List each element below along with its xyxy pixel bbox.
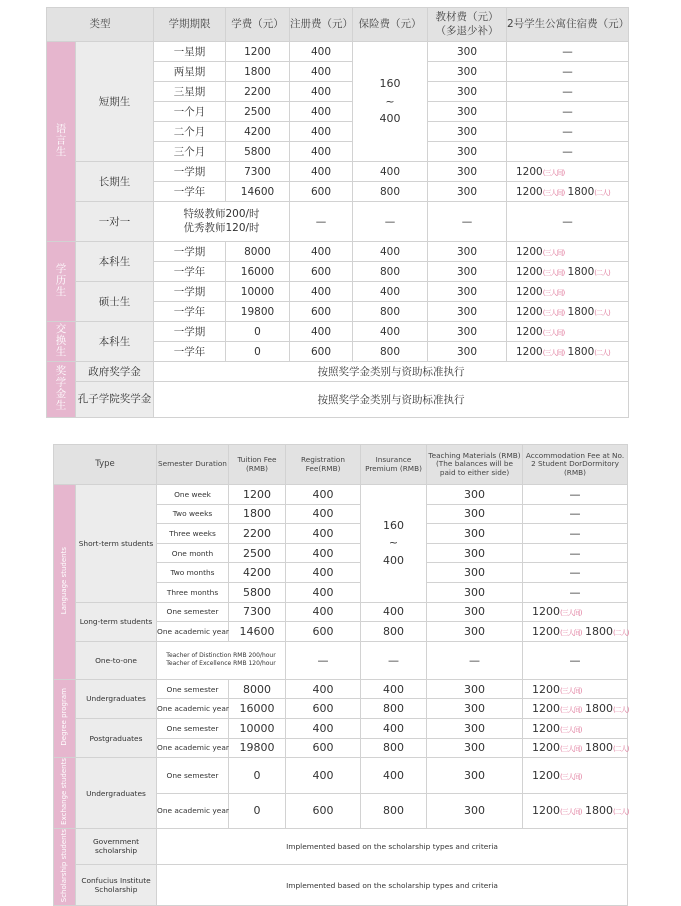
- duration-cell: 一个月: [154, 102, 226, 122]
- materials-cell: 300: [427, 485, 523, 505]
- type-master: 硕士生: [76, 282, 154, 322]
- materials-cell: —: [427, 641, 523, 679]
- accommodation-cell: —: [523, 524, 628, 544]
- materials-cell: 300: [428, 342, 507, 362]
- tuition-cell: 0: [229, 758, 286, 793]
- tuition-cell: 8000: [229, 679, 286, 699]
- duration-cell: 一学年: [154, 342, 226, 362]
- registration-cell: 400: [290, 282, 353, 302]
- registration-cell: 400: [286, 524, 361, 544]
- duration-cell: One academic year: [157, 699, 229, 719]
- duration-cell: 一学年: [154, 262, 226, 282]
- accommodation-cell: —: [507, 142, 629, 162]
- type-short-term: Short-term students: [76, 485, 157, 603]
- materials-cell: 300: [428, 102, 507, 122]
- materials-cell: 300: [428, 322, 507, 342]
- insurance-cell: —: [353, 202, 428, 242]
- insurance-cell: 400: [361, 718, 427, 738]
- accommodation-cell: —: [523, 485, 628, 505]
- insurance-cell: 400: [353, 242, 428, 262]
- materials-cell: 300: [427, 718, 523, 738]
- tuition-cell: 19800: [229, 738, 286, 758]
- accommodation-cell: —: [523, 504, 628, 524]
- insurance-cell: 800: [361, 738, 427, 758]
- tuition-cell: 16000: [226, 262, 290, 282]
- registration-cell: 400: [286, 758, 361, 793]
- insurance-cell: 400: [353, 322, 428, 342]
- accommodation-cell: 1200(三人间): [507, 162, 629, 182]
- duration-cell: 一学年: [154, 302, 226, 322]
- registration-cell: 400: [286, 485, 361, 505]
- fee-table-english: [53, 444, 628, 906]
- insurance-cell: 400: [361, 679, 427, 699]
- table-row: [47, 362, 629, 382]
- duration-cell: One academic year: [157, 793, 229, 828]
- accommodation-cell: —: [507, 82, 629, 102]
- table-row: [47, 382, 629, 418]
- duration-cell: 一学期: [154, 242, 226, 262]
- registration-cell: 400: [286, 563, 361, 583]
- tuition-cell: 2200: [226, 82, 290, 102]
- duration-cell: 二个月: [154, 122, 226, 142]
- insurance-cell: 800: [353, 182, 428, 202]
- header-type: 类型: [47, 8, 154, 42]
- materials-cell: 300: [427, 738, 523, 758]
- type-ci-scholarship: Confucius Institute Scholarship: [76, 864, 157, 905]
- accommodation-cell: 1200(三人间): [507, 322, 629, 342]
- type-undergrad: 本科生: [76, 242, 154, 282]
- tuition-cell: 2500: [229, 543, 286, 563]
- category-scholarship: Scholarship students: [59, 828, 68, 903]
- registration-cell: 400: [286, 543, 361, 563]
- tuition-cell: 2200: [229, 524, 286, 544]
- table-row: [54, 679, 628, 699]
- duration-cell: 三星期: [154, 82, 226, 102]
- accommodation-cell: 1200(三人间) 1800(二人): [507, 302, 629, 322]
- accommodation-cell: 1200(三人间) 1800(二人): [507, 342, 629, 362]
- type-ci-scholarship: 孔子学院奖学金: [76, 382, 154, 418]
- duration-cell: One semester: [157, 602, 229, 622]
- scholarship-note: 按照奖学金类别与资助标准执行: [154, 362, 629, 382]
- one-to-one-fee: Teacher of Distinction RMB 200/hour Teacher of Excellence RMB 120/hour: [157, 641, 286, 679]
- tuition-cell: 2500: [226, 102, 290, 122]
- accommodation-cell: 1200(三人间): [523, 718, 628, 738]
- accommodation-cell: 1200(三人间) 1800(二人): [523, 738, 628, 758]
- table-row: [47, 242, 629, 262]
- materials-cell: 300: [427, 679, 523, 699]
- type-long-term: Long-term students: [76, 602, 157, 641]
- table-row: [54, 718, 628, 738]
- registration-cell: 400: [290, 62, 353, 82]
- registration-cell: 600: [286, 622, 361, 642]
- duration-cell: One academic year: [157, 738, 229, 758]
- duration-cell: One academic year: [157, 622, 229, 642]
- table-row: [54, 485, 628, 505]
- materials-cell: 300: [428, 242, 507, 262]
- tuition-cell: 8000: [226, 242, 290, 262]
- registration-cell: 600: [286, 738, 361, 758]
- accommodation-cell: —: [523, 543, 628, 563]
- registration-cell: 400: [290, 102, 353, 122]
- insurance-cell: 800: [361, 793, 427, 828]
- registration-cell: 600: [290, 262, 353, 282]
- category-exchange: Exchange students: [59, 758, 68, 825]
- accommodation-cell: 1200(三人间): [523, 679, 628, 699]
- duration-cell: Three months: [157, 582, 229, 602]
- accommodation-cell: —: [523, 563, 628, 583]
- header-accommodation: 2号学生公寓住宿费（元）: [507, 8, 629, 42]
- tuition-cell: 0: [226, 322, 290, 342]
- category-language: 语言生: [54, 122, 67, 158]
- materials-cell: 300: [427, 602, 523, 622]
- accommodation-cell: 1200(三人间): [523, 602, 628, 622]
- header-accommodation: Accommodation Fee at No. 2 Student DorDormitory (RMB): [523, 445, 628, 485]
- materials-cell: —: [428, 202, 507, 242]
- duration-cell: 三个月: [154, 142, 226, 162]
- header-duration: 学期期限: [154, 8, 226, 42]
- registration-cell: 600: [290, 342, 353, 362]
- insurance-cell: 800: [361, 699, 427, 719]
- registration-cell: 400: [286, 602, 361, 622]
- table-row: [47, 202, 629, 242]
- materials-cell: 300: [427, 582, 523, 602]
- insurance-cell: 400: [353, 162, 428, 182]
- header-registration: 注册费（元）: [290, 8, 353, 42]
- accommodation-cell: —: [523, 582, 628, 602]
- tuition-cell: 14600: [226, 182, 290, 202]
- materials-cell: 300: [427, 524, 523, 544]
- materials-cell: 300: [428, 82, 507, 102]
- category-degree: 学历生: [54, 262, 67, 298]
- tuition-cell: 7300: [229, 602, 286, 622]
- materials-cell: 300: [427, 543, 523, 563]
- accommodation-cell: 1200(三人间) 1800(二人): [523, 622, 628, 642]
- header-type: Type: [54, 445, 157, 485]
- materials-cell: 300: [428, 142, 507, 162]
- accommodation-cell: —: [507, 42, 629, 62]
- tuition-cell: 1800: [226, 62, 290, 82]
- header-tuition: 学费（元）: [226, 8, 290, 42]
- table-row: [47, 162, 629, 182]
- header-registration: Registration Fee(RMB): [286, 445, 361, 485]
- table-row: [54, 602, 628, 622]
- accommodation-cell: 1200(三人间) 1800(二人): [523, 699, 628, 719]
- accommodation-cell: 1200(三人间): [523, 758, 628, 793]
- scholarship-note: 按照奖学金类别与资助标准执行: [154, 382, 629, 418]
- insurance-cell: 400: [353, 282, 428, 302]
- duration-cell: 一星期: [154, 42, 226, 62]
- insurance-cell: 800: [361, 622, 427, 642]
- duration-cell: One semester: [157, 758, 229, 793]
- tuition-cell: 16000: [229, 699, 286, 719]
- materials-cell: 300: [428, 302, 507, 322]
- materials-cell: 300: [428, 122, 507, 142]
- registration-cell: 400: [290, 142, 353, 162]
- duration-cell: 一学年: [154, 182, 226, 202]
- type-gov-scholarship: 政府奖学金: [76, 362, 154, 382]
- duration-cell: One semester: [157, 679, 229, 699]
- tuition-cell: 4200: [226, 122, 290, 142]
- tuition-cell: 0: [229, 793, 286, 828]
- registration-cell: 400: [290, 122, 353, 142]
- accommodation-cell: 1200(三人间): [507, 242, 629, 262]
- duration-cell: Two months: [157, 563, 229, 583]
- accommodation-cell: —: [507, 122, 629, 142]
- insurance-cell: 800: [353, 262, 428, 282]
- duration-cell: One month: [157, 543, 229, 563]
- accommodation-cell: —: [507, 102, 629, 122]
- header-materials: Teaching Materials (RMB) (The balances will be paid to either side): [427, 445, 523, 485]
- registration-cell: 400: [290, 242, 353, 262]
- duration-cell: 一学期: [154, 162, 226, 182]
- materials-cell: 300: [427, 504, 523, 524]
- tuition-cell: 1200: [229, 485, 286, 505]
- insurance-cell: 800: [353, 302, 428, 322]
- registration-cell: 400: [290, 82, 353, 102]
- materials-cell: 300: [427, 758, 523, 793]
- accommodation-cell: 1200(三人间) 1800(二人): [523, 793, 628, 828]
- table-row: [54, 828, 628, 864]
- registration-cell: —: [286, 641, 361, 679]
- materials-cell: 300: [427, 563, 523, 583]
- category-scholarship: 奖学金生: [54, 365, 67, 411]
- scholarship-note: Implemented based on the scholarship types and criteria: [157, 828, 628, 864]
- materials-cell: 300: [428, 262, 507, 282]
- category-language: Language students: [59, 546, 68, 614]
- materials-cell: 300: [428, 162, 507, 182]
- table-row: [54, 758, 628, 793]
- tuition-cell: 0: [226, 342, 290, 362]
- header-row: [54, 445, 628, 485]
- tuition-cell: 14600: [229, 622, 286, 642]
- header-materials: 教材费（元）（多退少补）: [428, 8, 507, 42]
- duration-cell: Three weeks: [157, 524, 229, 544]
- category-degree: Degree program: [59, 688, 68, 746]
- insurance-short-term: 160 ~ 400: [361, 485, 427, 603]
- materials-cell: 300: [427, 793, 523, 828]
- type-exchange-undergrad: Undergraduates: [76, 758, 157, 829]
- category-exchange: 交换生: [54, 322, 67, 358]
- header-insurance: Insurance Premium (RMB): [361, 445, 427, 485]
- registration-cell: 400: [286, 718, 361, 738]
- registration-cell: 400: [290, 162, 353, 182]
- registration-cell: 400: [290, 322, 353, 342]
- tuition-cell: 1800: [229, 504, 286, 524]
- header-duration: Semester Duration: [157, 445, 229, 485]
- registration-cell: 600: [290, 302, 353, 322]
- type-long-term: 长期生: [76, 162, 154, 202]
- type-gov-scholarship: Government scholarship: [76, 828, 157, 864]
- accommodation-cell: —: [507, 62, 629, 82]
- insurance-cell: 800: [353, 342, 428, 362]
- table-row: [47, 322, 629, 342]
- materials-cell: 300: [428, 42, 507, 62]
- tuition-cell: 7300: [226, 162, 290, 182]
- header-tuition: Tuition Fee (RMB): [229, 445, 286, 485]
- tuition-cell: 5800: [226, 142, 290, 162]
- type-postgrad: Postgraduates: [76, 718, 157, 757]
- type-undergrad: Undergraduates: [76, 679, 157, 718]
- duration-cell: One semester: [157, 718, 229, 738]
- header-row: [47, 8, 629, 42]
- registration-cell: 400: [290, 42, 353, 62]
- type-one-to-one: 一对一: [76, 202, 154, 242]
- header-insurance: 保险费（元）: [353, 8, 428, 42]
- materials-cell: 300: [428, 62, 507, 82]
- duration-cell: 一学期: [154, 282, 226, 302]
- insurance-cell: 400: [361, 758, 427, 793]
- registration-cell: —: [290, 202, 353, 242]
- duration-cell: 两星期: [154, 62, 226, 82]
- registration-cell: 400: [286, 582, 361, 602]
- table-row: [47, 282, 629, 302]
- scholarship-note: Implemented based on the scholarship types and criteria: [157, 864, 628, 905]
- insurance-cell: 400: [361, 602, 427, 622]
- table-row: [54, 641, 628, 679]
- materials-cell: 300: [427, 699, 523, 719]
- table-row: [54, 864, 628, 905]
- tuition-cell: 10000: [229, 718, 286, 738]
- registration-cell: 400: [286, 504, 361, 524]
- materials-cell: 300: [428, 282, 507, 302]
- registration-cell: 400: [286, 679, 361, 699]
- insurance-cell: —: [361, 641, 427, 679]
- type-short-term: 短期生: [76, 42, 154, 162]
- materials-cell: 300: [427, 622, 523, 642]
- materials-cell: 300: [428, 182, 507, 202]
- accommodation-cell: 1200(三人间) 1800(二人): [507, 262, 629, 282]
- accommodation-cell: 1200(三人间) 1800(二人): [507, 182, 629, 202]
- one-to-one-fee: 特级教师200/时 优秀教师120/时: [154, 202, 290, 242]
- duration-cell: One week: [157, 485, 229, 505]
- duration-cell: 一学期: [154, 322, 226, 342]
- tuition-cell: 1200: [226, 42, 290, 62]
- fee-table-chinese: [46, 7, 629, 418]
- type-one-to-one: One-to-one: [76, 641, 157, 679]
- tuition-cell: 4200: [229, 563, 286, 583]
- accommodation-cell: —: [507, 202, 629, 242]
- duration-cell: Two weeks: [157, 504, 229, 524]
- registration-cell: 600: [290, 182, 353, 202]
- table-row: [47, 42, 629, 62]
- accommodation-cell: 1200(三人间): [507, 282, 629, 302]
- tuition-cell: 19800: [226, 302, 290, 322]
- insurance-short-term: 160 ~ 400: [353, 42, 428, 162]
- accommodation-cell: —: [523, 641, 628, 679]
- registration-cell: 600: [286, 793, 361, 828]
- registration-cell: 600: [286, 699, 361, 719]
- tuition-cell: 10000: [226, 282, 290, 302]
- tuition-cell: 5800: [229, 582, 286, 602]
- type-exchange-undergrad: 本科生: [76, 322, 154, 362]
